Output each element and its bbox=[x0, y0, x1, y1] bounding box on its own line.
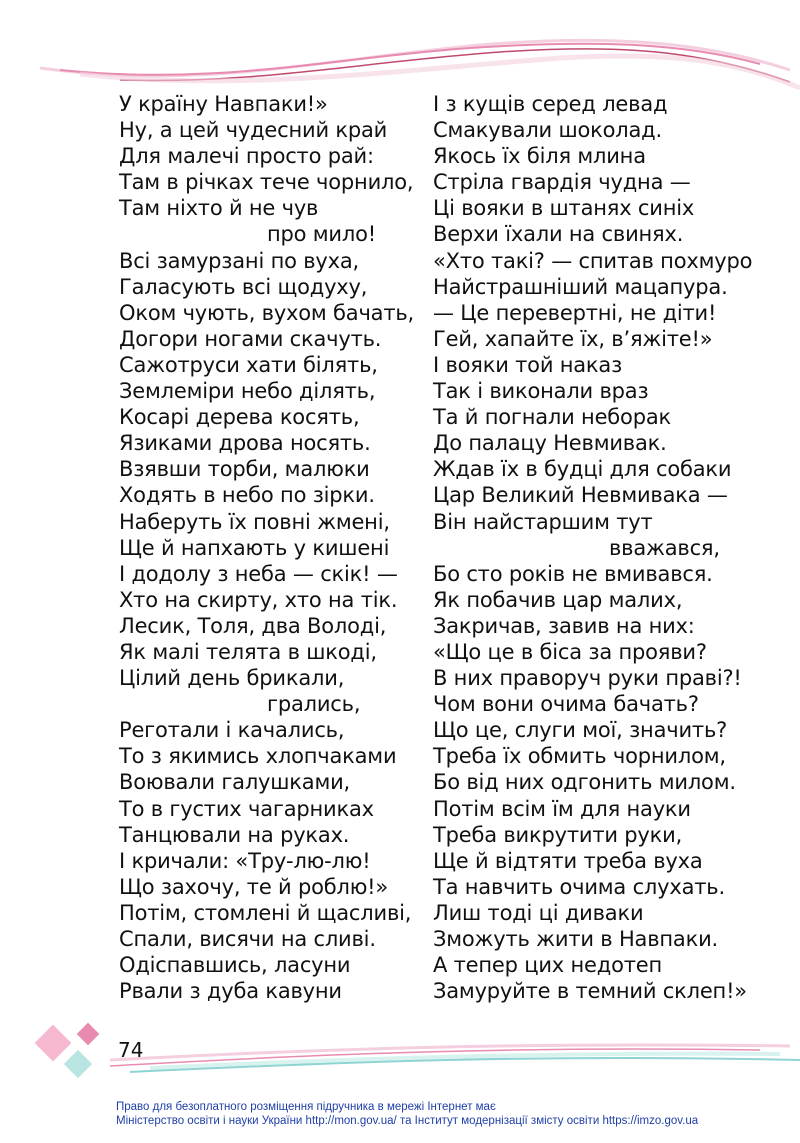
poem-line: Воювали галушками, bbox=[119, 770, 351, 795]
poem-line: Він найстаршим тут bbox=[433, 509, 653, 534]
poem-right-column bbox=[433, 91, 753, 1004]
poem-line: А тепер цих недотеп bbox=[433, 953, 662, 978]
poem-line: Ще й відтяти треба вуха bbox=[433, 848, 703, 873]
poem-left-column bbox=[119, 91, 415, 1004]
poem-line: То в густих чагарниках bbox=[119, 796, 374, 821]
poem-line: Землеміри небо ділять, bbox=[119, 379, 376, 404]
poem-line: Лиш тоді ці диваки bbox=[433, 900, 644, 925]
poem-line: Спали, висячи на сливі. bbox=[119, 927, 376, 951]
poem-line: Так і виконали враз bbox=[433, 379, 649, 404]
poem-line: Танцювали на руках. bbox=[119, 822, 350, 847]
footer-line-2: Міністерство освіти і науки України http://mon.gov.ua/ та Інститут модернізації змісту освіти https://imzo.gov.ua bbox=[116, 1115, 699, 1127]
poem-line: Та й погнали неборак bbox=[433, 405, 671, 430]
poem-line: Потім, стомлені й щасливі, bbox=[119, 900, 412, 925]
poem-line: То з якимись хлопчаками bbox=[119, 744, 397, 769]
poem-line: Закричав, завив на них: bbox=[433, 613, 695, 638]
poem-line: Хто на скирту, хто на тік. bbox=[119, 587, 398, 612]
poem-line: «Що це в біса за прояви? bbox=[433, 639, 707, 664]
poem-line: Треба викрутити руки, bbox=[433, 822, 683, 847]
copyright-footer bbox=[116, 1100, 698, 1128]
poem-line: Як побачив цар малих, bbox=[433, 587, 683, 612]
poem-line: — Це перевертні, не діти! bbox=[433, 300, 717, 325]
poem-line: Оком чують, вухом бачать, bbox=[119, 300, 415, 325]
poem-line: Гей, хапайте їх, в’яжіте!» bbox=[433, 326, 713, 351]
poem-line: І кричали: «Тру-лю-лю! bbox=[119, 848, 371, 873]
poem-line: У країну Навпаки!» bbox=[119, 92, 328, 116]
poem-line: Взявши торби, малюки bbox=[119, 457, 370, 482]
poem-line: І вояки той наказ bbox=[433, 352, 623, 377]
poem-line: Косарі дерева косять, bbox=[119, 405, 360, 430]
poem-line: І додолу з неба — скік! — bbox=[119, 561, 398, 586]
poem-line: Рвали з дуба кавуни bbox=[119, 979, 342, 1004]
poem-line: Якось їх біля млина bbox=[433, 144, 646, 169]
poem-line: Язиками дрова носять. bbox=[119, 431, 371, 456]
poem-line: До палацу Невмивак. bbox=[433, 431, 667, 456]
poem-line: Як малі телята в шкоді, bbox=[119, 639, 377, 664]
poem-line: вважався, bbox=[609, 535, 720, 560]
poem-line: грались, bbox=[267, 692, 361, 717]
poem-line: Треба їх обмить чорнилом, bbox=[433, 744, 726, 769]
poem-line: Ждав їх в будці для собаки bbox=[433, 457, 732, 482]
poem-line: Що захочу, те й роблю!» bbox=[119, 874, 389, 899]
poem-line: Наберуть їх повні жмені, bbox=[119, 509, 390, 534]
page-number: 74 bbox=[118, 1038, 144, 1062]
poem-line: Що це, слуги мої, значить? bbox=[433, 718, 728, 743]
poem-line: Потім всім їм для науки bbox=[433, 796, 691, 821]
poem-line: І з кущів серед левад bbox=[433, 92, 668, 116]
poem-line: Та навчить очима слухать. bbox=[433, 874, 725, 899]
poem-line: Замуруйте в темний склеп!» bbox=[433, 979, 747, 1004]
poem-line: Одіспавшись, ласуни bbox=[119, 953, 351, 978]
poem-line: Ці вояки в штанях синіх bbox=[433, 196, 695, 221]
poem-line: про мило! bbox=[267, 222, 376, 247]
poem-line: Цілий день брикали, bbox=[119, 666, 345, 691]
poem-line: Для малечі просто рай: bbox=[119, 144, 374, 169]
poem-line: Там ніхто й не чув bbox=[119, 196, 319, 221]
poem-line: Цар Великий Невмивака — bbox=[433, 483, 728, 508]
poem-line: Сажотруси хати білять, bbox=[119, 352, 378, 377]
poem-line: Догори ногами скачуть. bbox=[119, 326, 382, 351]
poem-line: Стріла гвардія чудна — bbox=[433, 170, 691, 195]
poem-line: «Хто такі? — спитав похмуро bbox=[433, 248, 753, 273]
poem-line: Лесик, Толя, два Володі, bbox=[119, 613, 387, 638]
poem-line: Ще й напхають у кишені bbox=[119, 535, 390, 560]
poem-line: Зможуть жити в Навпаки. bbox=[433, 927, 719, 951]
poem-line: Найстрашніший мацапура. bbox=[433, 274, 728, 299]
poem-line: Ну, а цей чудесний край bbox=[119, 118, 388, 143]
poem-line: Бо від них одгонить милом. bbox=[433, 770, 736, 795]
poem-line: Всі замурзані по вуха, bbox=[119, 248, 360, 273]
poem-line: Ходять в небо по зірки. bbox=[119, 483, 375, 508]
poem-line: Галасують всі щодуху, bbox=[119, 274, 368, 299]
poem-line: Там в річках тече чорнило, bbox=[119, 170, 414, 195]
poem-line: В них праворуч руки праві?! bbox=[433, 666, 742, 691]
poem-line: Чом вони очима бачать? bbox=[433, 692, 699, 717]
poem-line: Верхи їхали на свинях. bbox=[433, 222, 684, 247]
poem-line: Бо сто років не вмивався. bbox=[433, 561, 713, 586]
footer-line-1: Право для безоплатного розміщення підручника в мережі Інтернет має bbox=[116, 1101, 496, 1113]
poem-line: Смакували шоколад. bbox=[433, 118, 662, 143]
poem-line: Реготали і качались, bbox=[119, 718, 345, 743]
